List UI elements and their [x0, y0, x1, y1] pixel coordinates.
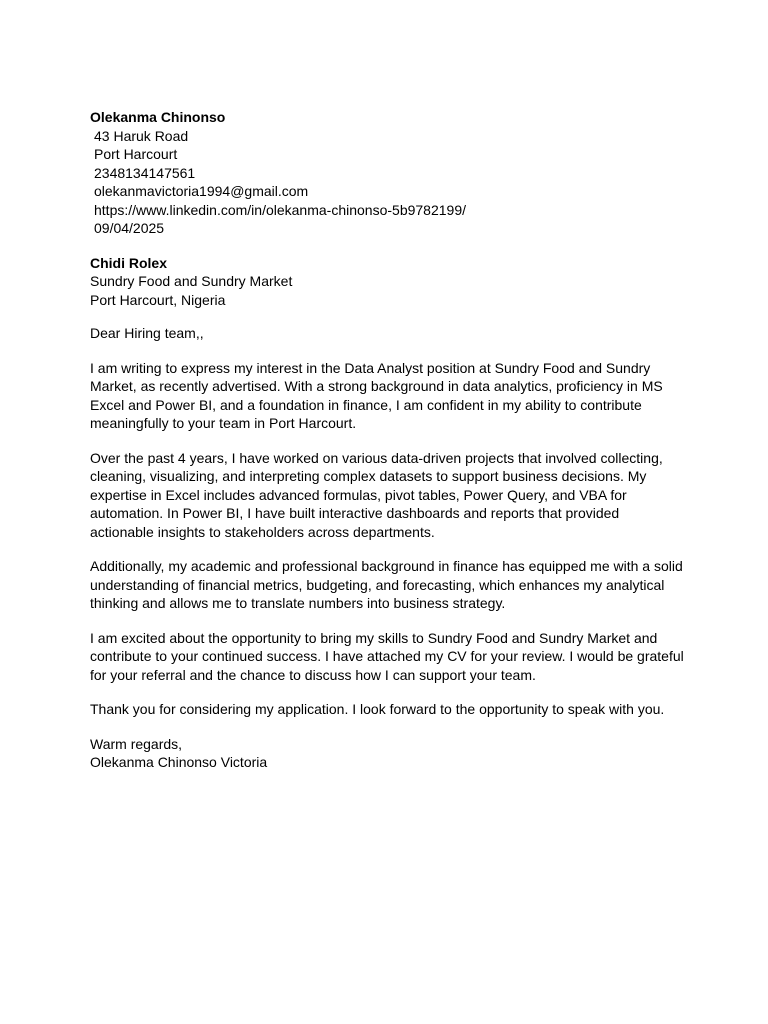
letter-date: 09/04/2025: [94, 220, 165, 236]
paragraph-line: cleaning, visualizing, and interpreting complex datasets to support business decisions. My: [90, 468, 647, 484]
paragraph-line: Over the past 4 years, I have worked on various data-driven projects that involved collecting,: [90, 449, 663, 466]
recipient-company: Sundry Food and Sundry Market: [90, 273, 293, 289]
body-paragraph-1: [90, 359, 682, 433]
paragraph-line: automation. In Power BI, I have built interactive dashboards and reports that provided: [90, 505, 620, 521]
signature-name: Olekanma Chinonso Victoria: [90, 754, 268, 770]
recipient-name: Chidi Rolex: [90, 254, 168, 271]
paragraph-line: contribute to your continued success. I have attached my CV for your review. I would be grateful: [90, 648, 684, 664]
paragraph-line: Thank you for considering my application. I look forward to the opportunity to speak with you.: [90, 701, 665, 717]
sender-phone: 2348134147561: [94, 164, 196, 181]
paragraph-line: meaningfully to your team in Port Harcourt.: [90, 415, 357, 431]
body-paragraph-3: [90, 557, 682, 613]
paragraph-line: for your referral and the chance to discuss how I can support your team.: [90, 666, 536, 683]
paragraph-line: expertise in Excel includes advanced formulas, pivot tables, Power Query, and VBA for: [90, 486, 627, 503]
sender-email: olekanmavictoria1994@gmail.com: [94, 183, 309, 199]
paragraph-line: actionable insights to stakeholders across departments.: [90, 523, 435, 540]
paragraph-line: I am excited about the opportunity to bring my skills to Sundry Food and Sundry Market and: [90, 629, 658, 646]
body-paragraph-4: [90, 629, 682, 685]
sender-city: Port Harcourt: [94, 146, 178, 162]
body-paragraph-2: [90, 449, 682, 542]
recipient-location: Port Harcourt, Nigeria: [90, 291, 226, 308]
sender-linkedin: https://www.linkedin.com/in/olekanma-chinonso-5b9782199/: [94, 201, 466, 218]
sender-address: 43 Haruk Road: [94, 127, 189, 144]
closing-block: [90, 735, 688, 772]
paragraph-line: thinking and allows me to translate numbers into business strategy.: [90, 595, 506, 611]
salutation: Dear Hiring team,,: [90, 325, 204, 341]
paragraph-line: Excel and Power BI, and a foundation in finance, I am confident in my ability to contribute: [90, 396, 642, 413]
recipient-block: [90, 254, 688, 310]
signoff: Warm regards,: [90, 735, 183, 752]
sender-block: [90, 108, 688, 238]
paragraph-line: understanding of financial metrics, budgeting, and forecasting, which enhances my analytical: [90, 576, 665, 593]
paragraph-line: Market, as recently advertised. With a strong background in data analytics, proficiency in MS: [90, 378, 663, 394]
body-paragraph-5: [90, 700, 682, 719]
sender-name: Olekanma Chinonso: [90, 109, 226, 125]
paragraph-line: Additionally, my academic and professional background in finance has equipped me with a solid: [90, 558, 683, 574]
paragraph-line: I am writing to express my interest in the Data Analyst position at Sundry Food and Sundry: [90, 359, 651, 376]
